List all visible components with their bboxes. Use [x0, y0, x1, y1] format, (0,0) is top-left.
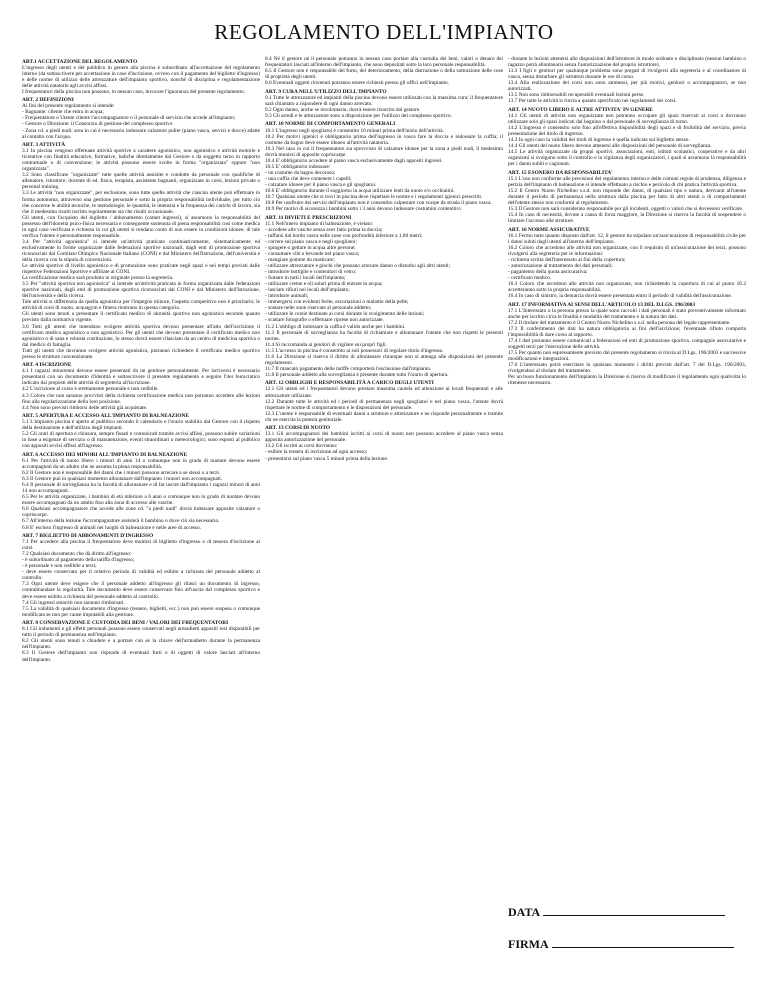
section-paragraph: 4.4 Non sono previsti rimborsi delle attività già acquistate.	[22, 404, 148, 411]
section-paragraph: 8.1 Gli indumenti e gli effetti personali possono essere conservati negli armadietti appositi resi disponibili per tutto il periodo di permanenza nell'impianto.	[22, 626, 260, 639]
section-paragraph: 3.1 In piscina vengono effettuate attività sportive a carattere agonistico, non agonistico e attività motorie e ricreative con finalità educative, formative, ludiche direttamente dal Gestore o da soggetto terzo in rapporto contrattuale o di convenzione; le attività possono essere svolte in forma "organizzata" oppure "non organizzata".	[22, 148, 260, 173]
section-paragraph: Tutti gli utenti che dovranno svolgere attività agonistica, potranno richiedere il certificato medico sportivo presso le strutture convenzionate.	[22, 347, 260, 360]
section-paragraph: 9.3 Gli arredi e le attrezzature sono a disposizione per l'utilizzo del complesso sportivo.	[265, 112, 452, 119]
section-paragraph: 8.3 Il Gestore dell'impianto non risponde di eventuali furti o di oggetti di valore lasciati all'interno dell'impianto.	[22, 650, 260, 663]
section-paragraph: - Gestore o Direzione: il Consorzio di gestione del complesso sportivo	[22, 121, 173, 128]
section-paragraph: 6.8 E' escluso l'ingresso di animali nei luoghi di balneazione e nelle aree di accesso.	[22, 524, 202, 531]
section-paragraph: 9.2 Ogni danno, anche se involontario, dovrà essere risarcito dal gestore.	[265, 106, 421, 113]
section-paragraph: - richiesta scritta dell'interessato ai fini della copertura;	[508, 257, 626, 263]
section-paragraph: 10.3 Nel caso in cui il frequentatore sia sprovvisto di calzature idonee per la zona a piedi nudi, il medesimo dovrà munirsi di apposite copriscarpe.	[265, 145, 503, 158]
section-paragraph: - correre sul piano vasca e negli spogliatoi;	[265, 238, 357, 245]
section-paragraph: - è subordinato al pagamento della tariffa d'ingresso;	[22, 557, 135, 564]
section-paragraph: 6.6 Qualsiasi accompagnatore che accede alle zone cd. "a piedi nudi" dovrà indossare apposite calzature o copriscarpe.	[22, 506, 260, 519]
section-paragraph: 3.4 Per "attività agonistica" si intende un'attività praticata continuativamente, sistematicamente ed esclusivamente in forme organizzate dalle federazioni sportive nazionali, dagli enti di promozione sportiva riconosciuti dal Comitato Olimpico Nazionale Italiano (CONI) e dal Ministero dell'Istruzione, dell'università e della ricerca con la stipula di convenzioni.	[22, 238, 260, 263]
section-paragraph: - una cuffia che deve contenere i capelli;	[265, 175, 352, 182]
section-paragraph: 4.1 I ragazzi minorenni devono essere presentati da un genitore personalmente. Per iscriversi è necessario presentarsi con un documento d'identità e sottoscrivere il presente regolamento e seguire l'iter burocratico indicato dai preposti delle attività di segreteria all'iscrizione.	[22, 368, 260, 387]
section-paragraph: - calzature idonee per il piano vasca e gli spogliatoi.	[265, 181, 377, 188]
section-paragraph: - presentarsi sul piano vasca 5 minuti prima della lezione.	[265, 455, 389, 462]
section-paragraph: 6.7 All'interno della lezione l'accompagnatore assisterà il bambino o dove ciò sia necessario.	[22, 518, 220, 525]
section-paragraph: 10.6 E' obbligatorio durante il soggiorno in acqua utilizzare lenti da nuoto e/o occhialini.	[265, 187, 455, 194]
section-heading: ART. 4 ISCRIZIONE	[22, 362, 72, 369]
section-paragraph: - accedere alle vasche senza aver fatto prima la doccia;	[265, 226, 383, 233]
section-paragraph: - sostare nelle zone riservate al personale addetto;	[265, 305, 372, 312]
section-paragraph: - Bagnante: cliente che entra in acqua;	[22, 109, 104, 116]
firma-label: FIRMA	[508, 937, 549, 951]
date-signature-line[interactable]	[508, 905, 746, 920]
section-paragraph: 11.6 La Direzione si riserva il diritto di allontanare chiunque non si attenga alle disposizioni del presente regolamento.	[265, 353, 503, 366]
section-paragraph: - immergersi con evidenti ferite, escoriazioni o malattie della pelle;	[265, 299, 409, 306]
section-paragraph: Ai fini del presente regolamento si intende:	[22, 103, 115, 110]
section-paragraph: 8.2 Gli utenti sono tenuti a chiudere e a portare con sé la chiave dell'armadietto durante la permanenza nell'impianto.	[22, 638, 260, 651]
section-paragraph: Le attività sportive di livello agonistico e di promozione sono praticate negli spazi e nei tempi previsti dalle rispettive Federazioni Sportive e affiliate al CONI.	[22, 263, 260, 276]
section-paragraph: 13.2 Gli iscritti ai corsi dovranno:	[265, 443, 338, 450]
section-paragraph: - deve essere conservato per il relativo periodo di validità ed esibito a richiesta del personale addetto al controllo.	[22, 569, 260, 582]
section-paragraph: Tale attività si differenzia da quella agonistica per l'impegno minore, l'aspetto competitivo non è prioritario; le attività di corsi di nuoto, acquagym e fitness rientrano in questa categoria.	[22, 299, 260, 312]
section-paragraph: 12.3 L'utente è responsabile di eventuali danni a strutture e attrezzature e ne risponde personalmente o tramite chi ne esercita la potestà genitoriale.	[265, 410, 503, 423]
section-paragraph: 16.1 Fermo tutto quanto disposto dall'art. 12, il gestore ha stipulato un'assicurazione di responsabilità civile per i danni subiti dagli utenti all'interno dell'impianto.	[508, 232, 746, 245]
section-paragraph: 8.6 Eventuali oggetti rinvenuti potranno essere richiesti presso gli uffici nell'impianto.	[265, 80, 449, 87]
section-heading: ART. 5 APERTURA E ACCESSO ALL'IMPIANTO DI BALNEAZIONE	[22, 413, 189, 420]
section-paragraph: 6.4 Il personale di sorveglianza ha la facoltà di allontanare e di far uscire dall'impianto i ragazzi minori di anni 14 non accompagnati.	[22, 482, 260, 495]
section-heading: ART. 12 OBBLIGHI E RESPONSABILITÀ A CARICO DEGLI UTENTI	[265, 380, 434, 387]
section-paragraph: Gli utenti, con l'acquisto del biglietto / abbonamento (carnet ingressi), si assumono la responsabilità del possesso dell'idoneità psico-fisica necessaria e conseguente sostenuta di piena responsabilità così come medica in ogni caso verificata e richiesta in cui gli utenti si rendano conto di non essere in condizioni idonee; di tale verifica l'utente è personalmente responsabile.	[22, 214, 260, 239]
page-title: REGOLAMENTO DELL'IMPIANTO	[214, 20, 554, 44]
section-paragraph: - certificato medico.	[508, 275, 552, 282]
section-paragraph: - è personale e non cedibile a terzi;	[22, 563, 97, 570]
section-paragraph: - consumare cibi e bevande nel piano vasca;	[265, 250, 360, 257]
section-paragraph: 13.3 I figli e genitori per qualunque problema sono pregati di rivolgersi alla segreteria e al coordinatore di vasca, senza disturbare gli istruttori durante le ore di corso.	[508, 68, 746, 81]
section-paragraph: 17.2 Il titolare del trattamento è il Centro Nuoto Nichelino s.s.d. nella persona del legale rappresentante.	[508, 319, 731, 326]
firma-underline	[552, 947, 734, 948]
section-paragraph: 13.4 Alla realizzazione dei corsi non sono ammessi, per più motivi, genitori o accompagnatori, se non autorizzati.	[508, 80, 746, 93]
section-paragraph: 11.2 L'obbligo di indossare la cuffia è valido anche per i bambini.	[265, 323, 406, 330]
section-heading: ART. 7 BIGLIETTO DI ABBONAMENTI D'INGRESSO	[22, 533, 154, 540]
section-heading: ART. 13 CORSI DI NUOTO	[265, 425, 331, 432]
section-paragraph: 11.3 Il personale di sorveglianza ha facoltà di richiamare e allontanare l'utente che non rispetti le presenti norme.	[265, 329, 503, 342]
section-heading: ART. 11 DIVIETI E PRESCRIZIONI	[265, 214, 352, 221]
section-paragraph: 3.3 Le attività "non organizzate", per esclusione, sono tutte quelle attività che ciascun utente può effettuare in forma autonoma, attraverso una gestione personale e sotto la propria responsabilità individuale, per tutto ciò che concerne le abilità tecniche, le metodologie, le quantità, le intensità e la frequenza dei carichi di lavoro, sia che il medesimo risulti iscritto regolarmente sia che risulti occasionale.	[22, 190, 260, 215]
section-paragraph: 6.3 Il Gestore può in qualsiasi momento allontanare dall'impianto i minori non accompagnati.	[22, 476, 223, 483]
section-paragraph: 7.3 Ogni utente deve esigere che il personale addetto all'ingresso gli rilasci un documento di ingresso, contrabbandare la regolarità. Tale documento deve essere conservato fino all'uscita dal complesso sportivo e deve essere esibito a richiesta del personale addetto al controllo.	[22, 581, 260, 600]
section-paragraph: 15.3 Il Gestore non sarà considerato responsabile per gli incidenti, oggetti o valori che si dovessero verificare.	[508, 206, 744, 213]
section-paragraph: 14.3 In ogni caso la validità dei titoli di ingresso è quella indicata sul biglietto stesso.	[508, 137, 690, 144]
date-underline	[543, 915, 725, 916]
firma-signature-line[interactable]	[508, 937, 746, 952]
section-paragraph: - pagamento della quota assicurativa;	[508, 269, 588, 276]
section-paragraph: 13.5 Non sono rimborsabili recuperabili eventuali lezioni perse.	[508, 92, 645, 99]
section-paragraph: 16.4 In caso di sinistro, la denuncia dovrà essere presentata entro il periodo di validità dell'assicurazione.	[508, 293, 733, 300]
section-paragraph: 17.3 Il conferimento dei dati ha natura obbligatoria ai fini dell'iscrizione; l'eventuale rifiuto comporta l'impossibilità di dare corso al rapporto.	[508, 326, 746, 339]
section-paragraph: 13.7 Per tutte le attività si rinvia a quanto specificato nei regolamenti dei corsi.	[508, 98, 677, 105]
section-paragraph: 10.5 E' obbligatorio indossare:	[265, 163, 331, 170]
section-paragraph: 3.2 Sono classificate "organizzate" tutte quelle attività assistite e condotte da personale con qualifiche di allenatore, istruttore, docente di ed. fisica, terapista, assistente bagnanti, organizzate in corsi, lezioni private o personal training.	[22, 172, 260, 191]
section-paragraph: 14.1 Gli utenti di attività non organizzate non potranno occupare gli spazi riservati ai corsi o dovranno utilizzare solo gli spazi indicati dal bagnino o dal personale di sorveglianza di turno.	[508, 112, 746, 125]
section-paragraph: 4.2 L'iscrizione al corso è strettamente personale e non cedibile.	[22, 386, 159, 393]
section-paragraph: 10.2 Per motivi igienici è obbligatorio prima dell'ingresso in vasca fare la doccia e indossare la cuffia; il costume da bagno deve essere idoneo all'attività natatoria.	[265, 133, 503, 146]
section-paragraph: 10.7 Qualsiasi utente che si trovi in piscina deve rispettare le norme e i regolamenti igienici prescritti.	[265, 194, 483, 201]
section-paragraph: - Zona cd. a piedi nudi: area in cui è necessario indossare calzature pulite (piano vasca, servizi e docce) adatte al contatto con l'acqua.	[22, 127, 260, 140]
section-paragraph: 16.2 Coloro che accedono alle attività non organizzate, con il requisito di un'assicurazione dei terzi, possono rivolgersi alla segreteria per le informazioni:	[508, 244, 746, 257]
section-heading: ART. 2 DEFINIZIONI	[22, 97, 74, 104]
section-paragraph: 11.1 Nell'intero impianto di balneazione, è vietato:	[265, 220, 374, 227]
section-paragraph: - mangiare gomme da masticare;	[265, 257, 336, 263]
section-heading: ART. 15 ESONERO DA RESPONSABILITA'	[508, 169, 613, 176]
section-paragraph: 11.7 Il mancato pagamento delle tariffe comporterà l'esclusione dall'impianto.	[265, 365, 432, 372]
section-paragraph: Gli utenti sono tenuti a presentare il certificato medico di idoneità sportiva non agonistica secondo quanto previsto dalla normativa vigente.	[22, 311, 260, 324]
date-label: DATA	[508, 905, 541, 919]
section-heading: ART. 6 ACCESSO DEI MINORI ALL'IMPIANTO DI BALNEAZIONE	[22, 451, 188, 458]
text-column-left	[22, 56, 260, 976]
section-paragraph: La certificazione medica sarà prodotta in originale presso la segreteria.	[22, 275, 174, 282]
section-heading: ART. 10 NORME DI COMPORTAMENTO GENERALI	[265, 121, 396, 128]
section-paragraph: 7.4 Gli ingressi smarriti non saranno rimborsati.	[22, 599, 125, 606]
section-paragraph: - utilizzare le corsie destinate ai corsi durante lo svolgimento delle lezioni;	[265, 311, 425, 318]
section-paragraph: 6.5 Per le attività organizzate, i bambini di età inferiore a 6 anni o comunque non in grado di nuotare devono essere accompagnati da un adulto fino alla zona di accesso alle vasche.	[22, 494, 260, 507]
section-paragraph: 12.1 Gli utenti ed i frequentatori devono prestare massima cautela ed attenzione ai locali frequentati e alle attrezzature utilizzate.	[265, 386, 503, 399]
section-paragraph: - autorizzazione al trattamento dei dati personali;	[508, 263, 613, 270]
section-paragraph: - fumare in tutti i locali dell'impianto;	[265, 275, 346, 282]
section-paragraph: 17.6 L'interessato potrà esercitare in qualsiasi momento i diritti previsti dall'art. 7 del D.Lgs. 196/2003, rivolgendosi al titolare del trattamento.	[508, 362, 746, 375]
section-paragraph: 8.4 Né il gestore né il personale potranno in nessun caso portare alla custodia dei beni, valori o denaro dei frequentatori lasciati all'interno dell'impianto, che sono depositati sotto la loro personale responsabilità.	[265, 56, 503, 69]
section-paragraph: 5.2 Gli orari di apertura e chiusura, sempre fissati e comunicati tramite avvisi affissi, possono subire variazioni in base a esigenze di servizio o di manutenzione, eventi straordinari o meteorologici; sono esposti al pubblico con appositi avvisi affissi all'ingresso.	[22, 431, 260, 450]
section-heading: ART. 8 CONSERVAZIONE E CUSTODIA DEI BENI / VALORI DEI FREQUENTATORI	[22, 620, 229, 627]
section-paragraph: 4.3 Coloro che non saranno provvisti della richiesta certificazione medica non potranno accedere alle lezioni fino alla regolarizzazione della loro posizione.	[22, 392, 260, 405]
section-paragraph: 5.1 L'impianto piscina è aperto al pubblico secondo il calendario e l'orario stabilito dal Gestore con il rispetto della destinazione e dell'utilizzo degli impianti.	[22, 419, 260, 432]
section-paragraph: 10.9 Per motivi di sicurezza i bambini sotto i 3 anni devono indossare costumini contenitivi.	[265, 206, 463, 213]
section-paragraph: Per un buon funzionamento dell'impianto la Direzione si riserva di modificare il regolamento ogni qualvolta lo ritenesse necessario.	[508, 374, 746, 387]
section-paragraph: 17.4 I dati potranno essere comunicati a federazioni ed enti di promozione sportiva, compagnie assicurative e soggetti terzi per l'esecuzione delle attività.	[508, 338, 746, 351]
section-paragraph: 15.1 L'uso non conforme alle previsioni del regolamento interno e delle comuni regole di prudenza, diligenza e perizia dell'impianto di balneazione si intende effettuato a rischio e pericolo di chi pratica l'attività sportiva.	[508, 175, 746, 188]
section-paragraph: - introdurre bottiglie e contenitori di vetro;	[265, 269, 357, 276]
section-paragraph: - durante le lezioni attenersi alle disposizioni dell'istruttore in modo ordinato e disciplinato (nessun bambino o ragazzo potrà allontanarsi senza l'autorizzazione del proprio istruttore).	[508, 56, 746, 69]
section-paragraph: 3.5 Per "attività sportiva non agonistica" si intende un'attività praticata in forma organizzata dalle federazioni sportive nazionali, dagli enti di promozione sportiva riconosciuti dal CONI e dal Ministero dell'Istruzione, dell'università e della ricerca.	[22, 281, 260, 300]
section-paragraph: - un costume da bagno decoroso;	[265, 169, 336, 176]
section-paragraph: 9.1 Tutte le attrezzature ed impianti della piscina devono essere utilizzati con la massima cura; il frequentatore sarà chiamato a rispondere di ogni danno arrecato.	[265, 94, 503, 107]
section-paragraph: 15.4 In caso di necessità, dovute a causa di forza maggiore, la Direzione si riserva la facoltà di sospendere o limitare l'accesso alle strutture.	[508, 212, 746, 225]
section-paragraph: - esibire la tessera di iscrizione ad ogni accesso;	[265, 449, 368, 456]
section-paragraph: 13.1 Gli accompagnatori dei bambini iscritti ai corsi di nuoto non possono accedere al piano vasca senza apposita autorizzazione del personale.	[265, 431, 503, 444]
section-paragraph: - scattare fotografie o effettuare riprese non autorizzate.	[265, 317, 384, 324]
section-paragraph: - tuffarsi dal bordo vasca nelle zone con profondità inferiore a 1,80 metri;	[265, 232, 423, 239]
section-paragraph: 10.1 L'ingresso negli spogliatoi è consentito 10 minuti prima dell'inizio dell'attività.	[265, 127, 444, 134]
section-heading: ART. 14 NUOTO LIBERO E ALTRE ATTIVITA' IN GENERE	[508, 106, 653, 113]
section-paragraph: 16.3 Coloro che accedono alle attività non organizzate, non richiedendo la copertura di cui al punto 16.2 accetteranno sotto la propria responsabilità.	[508, 281, 746, 294]
section-paragraph: 3.6 Tutti gli utenti che intendono svolgere attività sportiva devono presentare all'atto dell'iscrizione il certificato medico agonistico o non agonistico. Per gli utenti che devono presentare il certificato medico non agonistico o di sana e robusta costituzione, lo stesso dovrà essere rilasciato da un centro di medicina sportiva o dal medico di famiglia.	[22, 323, 260, 348]
section-paragraph: 7.2 Qualsiasi documento che dà diritto all'ingresso:	[22, 551, 132, 558]
section-paragraph: 11.4 Si raccomanda ai genitori di vigilare sui propri figli.	[265, 341, 387, 348]
section-paragraph: I frequentatori della piscina non possono, in nessun caso, invocare l'ignoranza del presente regolamento.	[22, 88, 245, 95]
section-heading: ART. 3 ATTIVITÀ	[22, 142, 66, 149]
section-heading: ART. 16 NORME ASSICURATIVE	[508, 226, 590, 233]
section-paragraph: 6.1 Per l'attività di nuoto libero i minori di anni 14 o comunque non in grado di nuotare devono essere accompagnati da un adulto che ne assuma la piena responsabilità.	[22, 458, 260, 471]
section-heading: ART. 9 CURA NELL'UTILIZZO DELL'IMPIANTO	[265, 88, 387, 95]
section-paragraph: 6.2 Il Gestore non è responsabile dei danni che i minori possono arrecare a se stessi o a terzi.	[22, 470, 221, 477]
section-paragraph: 10.4 E' obbligatorio accedere al piano vasca esclusivamente dagli appositi ingressi.	[265, 157, 443, 164]
section-heading: ART.1 ACCETTAZIONE DEL REGOLAMENTO	[22, 58, 138, 65]
section-paragraph: - utilizzare attrezzature e giochi che possano arrecare danno o disturbo agli altri utenti;	[265, 263, 451, 270]
section-paragraph: 11.8 Il personale addetto alla sorveglianza è presente durante tutto l'orario di apertura.	[265, 371, 449, 378]
section-paragraph: 10.8 Per usufruire dei servizi dell'impianto non è consentito calpestare con scarpe da strada il piano vasca.	[265, 200, 492, 207]
section-paragraph: L'ingresso degli utenti e del pubblico in genere alla piscina è subordinato all'accettazione del regolamento interno (da sottoscrivere per accettazione in caso d'iscrizione, ovvero con il pagamento del biglietto d'ingresso) e delle norme di utilizzo delle attrezzature dell'impianto sportivo, nonché di disciplina e regolamentazione delle attività natatorie agli avvisi affissi.	[22, 64, 260, 89]
section-paragraph: - lasciare rifiuti nei locali dell'impianto;	[265, 287, 350, 294]
section-paragraph: 8.5 Il Gestore non è responsabile del furto, del deterioramento, della distruzione o della sottrazione delle cose di proprietà degli utenti.	[265, 68, 503, 81]
section-paragraph: 7.5 La validità di qualsiasi documento d'ingresso (tessere, biglietti, ecc.) non può essere sospesa o comunque modificata se non per cause imputabili alla gestione.	[22, 605, 260, 618]
section-paragraph: - utilizzare creme e oli solari prima di entrare in acqua;	[265, 281, 383, 288]
section-paragraph: 12.2 Durante tutte le attività ed i periodi di permanenza negli spogliatoi e nel piano vasca, l'utente dovrà rispettare le norme di comportamento e le disposizioni del personale.	[265, 398, 503, 411]
section-paragraph: 14.2 L'ingresso è consentito solo fino all'effettiva disponibilità degli spazi e di fruibilità del servizio, previa presentazione del titolo di ingresso.	[508, 125, 746, 138]
text-column-right	[508, 56, 746, 976]
text-column-middle	[265, 56, 503, 976]
section-heading: ART. 17 INFORMATIVA AI SENSI DELL'ARTICOLO 13 DEL D.LGS. 196/2003	[508, 301, 695, 308]
section-paragraph: 11.5 L'accesso in piscina è consentito ai soli possessori di regolare titolo d'ingresso.	[265, 347, 444, 354]
section-paragraph: 15.2 Il Centro Nuoto Nichelino s.s.d. non risponde dei danni, di qualsiasi tipo e natura, derivanti all'utente durante il periodo di permanenza nella struttura dalla piscina per fatto di altri utenti o di comportamenti dell'utente stesso non conformi al regolamento.	[508, 187, 746, 207]
section-paragraph: 17.5 Per quanto non espressamente previsto dal presente regolamento si rinvia al D.Lgs. 196/2003 e successive modificazioni e integrazioni.	[508, 350, 746, 363]
section-paragraph: 14.4 Gli utenti del nuoto libero devono attenersi alle disposizioni del personale di sorveglianza.	[508, 143, 712, 150]
section-paragraph: - spingere o gettare in acqua altre persone;	[265, 244, 356, 251]
section-paragraph: - introdurre animali;	[265, 293, 309, 300]
section-paragraph: - Frequentatore o Utente cliente l'accompagnatore o il personale di servizio che accede all'impianto;	[22, 115, 236, 122]
section-paragraph: 7.1 Per accedere alla piscina il frequentatore deve munirsi di biglietto d'ingresso o di tessera d'iscrizione ai corsi.	[22, 539, 260, 552]
section-paragraph: 14.5 Le attività organizzate da gruppi sportivi, associazioni, enti, istituti scolastici, cooperative e da altri organismi si svolgono sotto il controllo e la vigilanza degli organizzatori, i quali si assumono la responsabilità per i danni subiti e cagionati.	[508, 149, 746, 168]
section-paragraph: 17.1 L'Interessato o la persona presso la quale sono raccolti i dati personali è stato preventivamente informato anche per iscritto circa le finalità e modalità del trattamento e la natura dei dati.	[508, 307, 746, 320]
